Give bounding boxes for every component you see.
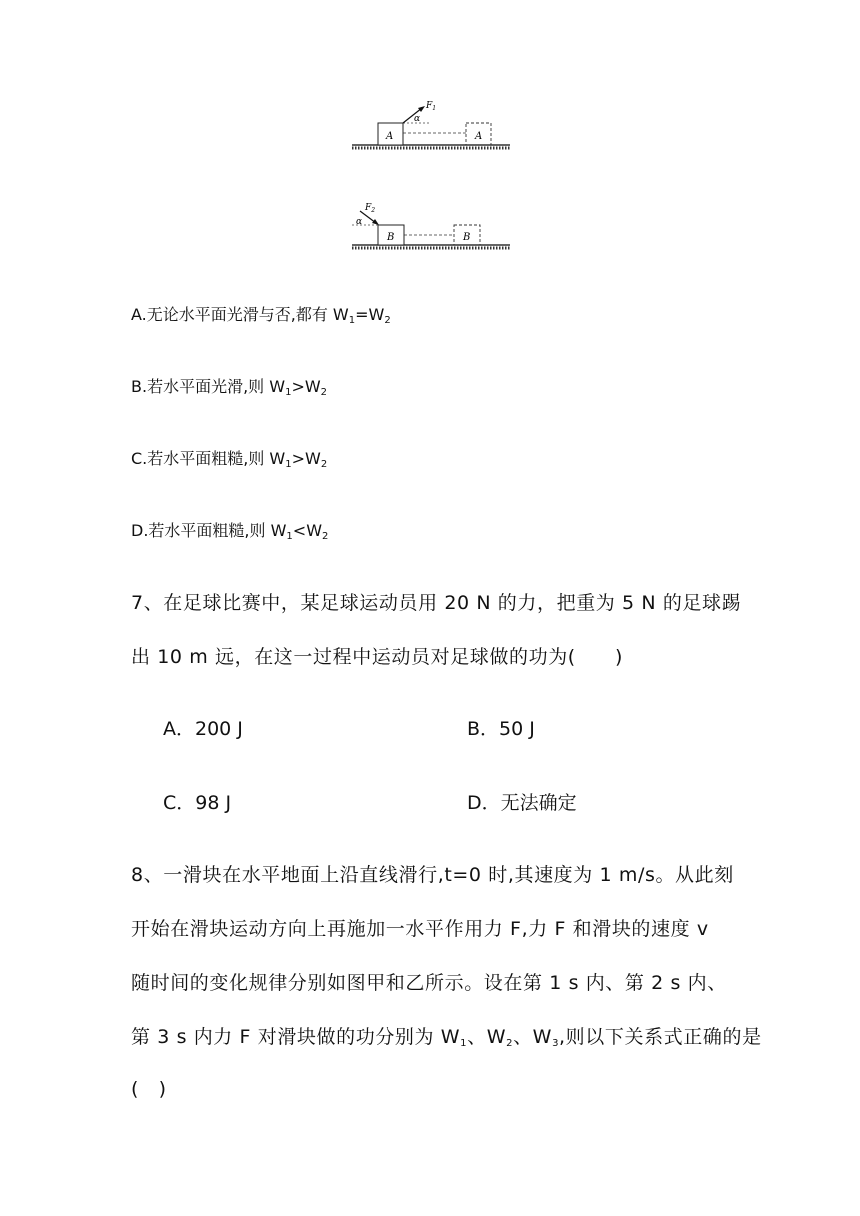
force-f1-label: $F_1$ [426, 101, 437, 112]
ground-hatch [352, 245, 510, 248]
block-b-dashed-label: B [463, 232, 471, 243]
q8-stem-line-2: 开始在滑块运动方向上再施加一水平作用力 F,力 F 和滑块的速度 v [131, 918, 709, 940]
arrow-head-icon [418, 106, 425, 112]
q6-option-d: D.若水平面粗糙,则 $W_1<W_2$ [131, 521, 329, 542]
q8-stem-line-3: 随时间的变化规律分别如图甲和乙所示。设在第 1 s 内、第 2 s 内、 [131, 972, 727, 994]
q6-option-b: B.若水平面光滑,则 $W_1>W_2$ [131, 377, 328, 398]
block-a-dashed-label: A [475, 131, 483, 142]
q8-stem-line-5: ( ) [131, 1078, 167, 1100]
q7-stem-line-1: 7、在足球比赛中，某足球运动员用 20 N 的力，把重为 5 N 的足球踢 [131, 592, 742, 614]
q6-option-a: A.无论水平面光滑与否,都有 $W_1=W_2$ [131, 305, 391, 326]
force-f2-label: $F_2$ [365, 203, 376, 214]
angle-alpha-label: α [356, 217, 363, 227]
q7-option-d: D．无法确定 [467, 792, 577, 814]
q7-option-a: A．200 J [163, 718, 243, 740]
figure-block-b [348, 198, 518, 256]
q7-option-b: B．50 J [467, 718, 535, 740]
arrow-head-icon [372, 219, 379, 225]
figure-block-a [348, 96, 518, 158]
angle-alpha-label: α [414, 114, 421, 124]
q6-option-c: C.若水平面粗糙,则 $W_1>W_2$ [131, 449, 328, 470]
block-b-label: B [387, 232, 395, 243]
q8-stem-line-4: 第 3 s 内力 F 对滑块做的功分别为 $W_1$、$W_2$、$W_3$,则以下关系式正确的是 [131, 1026, 762, 1049]
q7-option-c: C．98 J [163, 792, 232, 814]
q7-stem-line-2: 出 10 m 远，在这一过程中运动员对足球做的功为( ) [131, 646, 624, 668]
block-a-label: A [386, 131, 394, 142]
q8-stem-line-1: 8、一滑块在水平地面上沿直线滑行,t=0 时,其速度为 1 m/s。从此刻 [131, 864, 734, 886]
